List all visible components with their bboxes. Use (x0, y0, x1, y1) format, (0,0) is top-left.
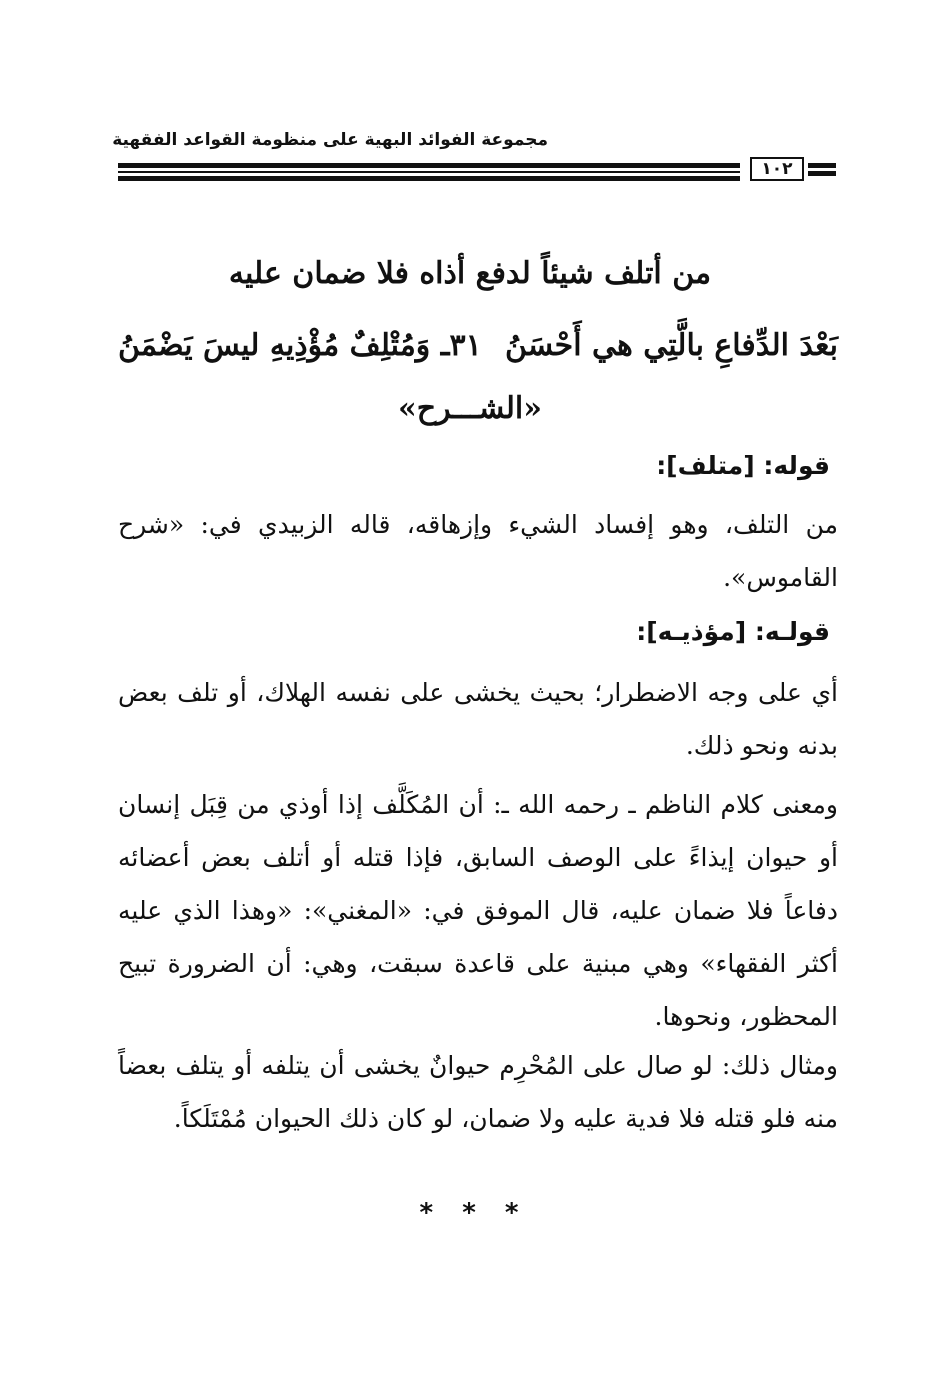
term-explanation: من التلف، وهو إفساد الشيء وإزهاقه، قاله الزبيدي في: «شرح القاموس». (118, 510, 838, 592)
body-paragraph: ومعنى كلام الناظم ـ رحمه الله ـ: أن المُكَلَّف إذا أوذي من قِبَل إنسان أو حيوان إيذاءً على الوصف السابق، فإذا قتله أو أتلف بعض أعضائه دفاعاً فلا ضمان عليه، قال الموفق في: «المغني»: «وهذا الذي عليه أكثر الفقهاء» وهي مبنية على قاعدة سبقت، وهي: أن الضرورة تبيح المحظور، ونحوها. (118, 790, 838, 1031)
header-rule (118, 163, 740, 168)
verse-second-hemistich: بَعْدَ الدِّفاعِ بالَّتِي هي أَحْسَنُ (505, 328, 838, 363)
running-title: مجموعة الفوائد البهية على منظومة القواعد الفقهية (112, 130, 548, 150)
header-rule-tail (808, 171, 836, 176)
header-rule (118, 176, 740, 181)
header-rule-tail (808, 163, 836, 168)
body-paragraph: ومثال ذلك: لو صال على المُحْرِم حيوانٌ يخشى أن يتلفه أو يتلف بعضاً منه فلو قتله فلا فدية عليه ولا ضمان، لو كان ذلك الحيوان مُمْتَلَكاً. (118, 1051, 838, 1133)
commentary-heading: «الشـــرح» (397, 391, 543, 426)
term-heading: قوله: [متلف]: (656, 451, 830, 480)
term-explanation: أي على وجه الاضطرار؛ بحيث يخشى على نفسه الهلاك، أو تلف بعض بدنه ونحو ذلك. (118, 678, 838, 760)
section-title: من أتلف شيئاً لدفع أذاه فلا ضمان عليه (228, 256, 712, 291)
term-heading: قولـه: [مؤذيـه]: (636, 617, 830, 646)
section-separator: * * * (419, 1198, 519, 1228)
header-rule (118, 171, 740, 173)
verse-first-hemistich: ٣١ـ وَمُتْلِفٌ مُؤْذِيهِ ليسَ يَضْمَنُ (118, 328, 482, 363)
poem-verse (118, 323, 838, 369)
page-number: ١٠٢ (750, 157, 804, 181)
